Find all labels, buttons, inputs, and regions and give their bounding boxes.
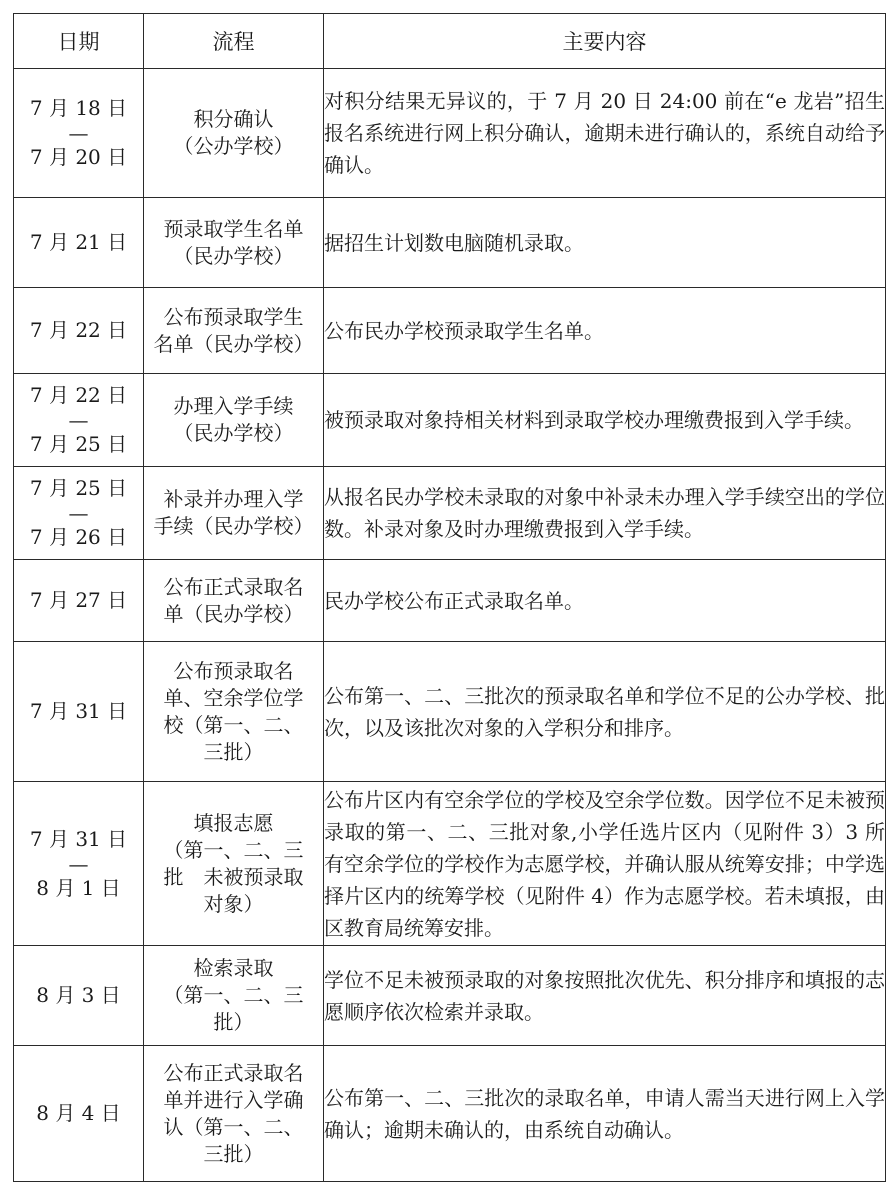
process-line: 批 未被预录取 (163, 864, 304, 889)
process-line: 认（第一、二、 (163, 1114, 304, 1139)
content-cell: 公布片区内有空余学位的学校及空余学位数。因学位不足未被预录取的第一、二、三批对象,小学任选片区内（见附件 3）3 所有空余学位的学校作为志愿学校，并确认服从统筹安排；中学选择片区内的统筹学校（见附件 4）作为志愿学校。若未填报，由区教育局统筹安排。 (324, 782, 886, 946)
date-start: 7 月 31 日 (29, 699, 128, 723)
content-cell: 据招生计划数电脑随机录取。 (324, 198, 886, 288)
process-line: 批） (213, 1010, 254, 1034)
process-line: 三批） (203, 739, 264, 764)
date-cell (14, 467, 144, 560)
date-start: 7 月 21 日 (29, 230, 128, 254)
process-line: 单并进行入学确 (163, 1087, 304, 1112)
content-cell: 公布第一、二、三批次的预录取名单和学位不足的公办学校、批次，以及该批次对象的入学积分和排序。 (324, 642, 886, 782)
process-line: 单、空余学位学 (163, 685, 304, 710)
table-row (14, 1046, 886, 1182)
date-cell (14, 642, 144, 782)
date-cell (14, 288, 144, 374)
process-line: （民办学校） (173, 243, 294, 268)
schedule-table (13, 13, 886, 1182)
date-start: 8 月 3 日 (36, 983, 121, 1007)
process-line: 公布预录取学生 (163, 304, 304, 329)
table-row (14, 288, 886, 374)
process-cell (144, 467, 324, 560)
header-row (14, 14, 886, 69)
process-line: 三批） (203, 1141, 264, 1166)
process-cell (144, 560, 324, 642)
date-dash: — (68, 851, 89, 876)
date-end: 7 月 26 日 (29, 525, 128, 549)
process-line: 单（民办学校） (163, 601, 304, 626)
date-dash: — (68, 501, 89, 525)
process-cell (144, 198, 324, 288)
process-line: （第一、二、三 (163, 983, 304, 1007)
process-cell (144, 946, 324, 1046)
process-line: 名单（民办学校） (153, 331, 314, 356)
process-line: 公布正式录取名 (163, 574, 304, 599)
process-line: 预录取学生名单 (163, 216, 304, 241)
date-start: 7 月 27 日 (29, 588, 128, 612)
date-end: 8 月 1 日 (36, 875, 121, 900)
table-row (14, 374, 886, 467)
process-cell (144, 1046, 324, 1182)
process-cell (144, 69, 324, 198)
process-line: 公布预录取名 (173, 658, 294, 683)
table-row (14, 467, 886, 560)
date-cell (14, 560, 144, 642)
content-cell: 学位不足未被预录取的对象按照批次优先、积分排序和填报的志愿顺序依次检索并录取。 (324, 946, 886, 1046)
content-cell: 被预录取对象持相关材料到录取学校办理缴费报到入学手续。 (324, 374, 886, 467)
table-row (14, 69, 886, 198)
table-row (14, 642, 886, 782)
content-cell: 公布第一、二、三批次的录取名单，申请人需当天进行网上入学确认；逾期未确认的，由系统自动确认。 (324, 1046, 886, 1182)
process-cell (144, 288, 324, 374)
date-start: 8 月 4 日 (36, 1101, 121, 1125)
date-start: 7 月 25 日 (29, 476, 128, 500)
content-cell: 从报名民办学校未录取的对象中补录未办理入学手续空出的学位数。补录对象及时办理缴费报到入学手续。 (324, 467, 886, 560)
process-line: 校（第一、二、 (163, 712, 304, 737)
process-line: 公布正式录取名 (163, 1060, 304, 1085)
date-end: 7 月 20 日 (29, 145, 128, 169)
date-cell (14, 69, 144, 198)
table-row (14, 560, 886, 642)
date-cell (14, 782, 144, 946)
date-end: 7 月 25 日 (29, 432, 128, 456)
date-cell (14, 374, 144, 467)
date-start: 7 月 22 日 (29, 318, 128, 342)
header-date: 日期 (14, 14, 144, 69)
table-row (14, 782, 886, 946)
process-cell (144, 374, 324, 467)
process-line: 填报志愿 (193, 810, 274, 835)
content-cell: 对积分结果无异议的，于 7 月 20 日 24:00 前在“e 龙岩”招生报名系统进行网上积分确认，逾期未进行确认的，系统自动给予确认。 (324, 69, 886, 198)
date-cell (14, 1046, 144, 1182)
process-line: 对象） (203, 891, 264, 916)
process-line: （公办学校） (173, 134, 294, 158)
date-dash: — (68, 408, 89, 432)
date-start: 7 月 31 日 (29, 826, 128, 851)
process-line: 积分确认 (193, 107, 274, 131)
process-cell (144, 782, 324, 946)
header-process: 流程 (144, 14, 324, 69)
process-line: （第一、二、三 (163, 837, 304, 862)
process-line: 补录并办理入学 (163, 487, 304, 511)
table-row (14, 198, 886, 288)
process-line: 手续（民办学校） (153, 514, 314, 538)
date-start: 7 月 18 日 (29, 96, 128, 120)
process-line: 检索录取 (193, 956, 274, 980)
date-cell (14, 198, 144, 288)
date-cell (14, 946, 144, 1046)
content-cell: 公布民办学校预录取学生名单。 (324, 288, 886, 374)
date-dash: — (68, 121, 89, 145)
date-start: 7 月 22 日 (29, 383, 128, 407)
content-cell: 民办学校公布正式录取名单。 (324, 560, 886, 642)
table-row (14, 946, 886, 1046)
process-cell (144, 642, 324, 782)
header-content: 主要内容 (324, 14, 886, 69)
process-line: 办理入学手续 (173, 394, 294, 418)
process-line: （民办学校） (173, 421, 294, 445)
